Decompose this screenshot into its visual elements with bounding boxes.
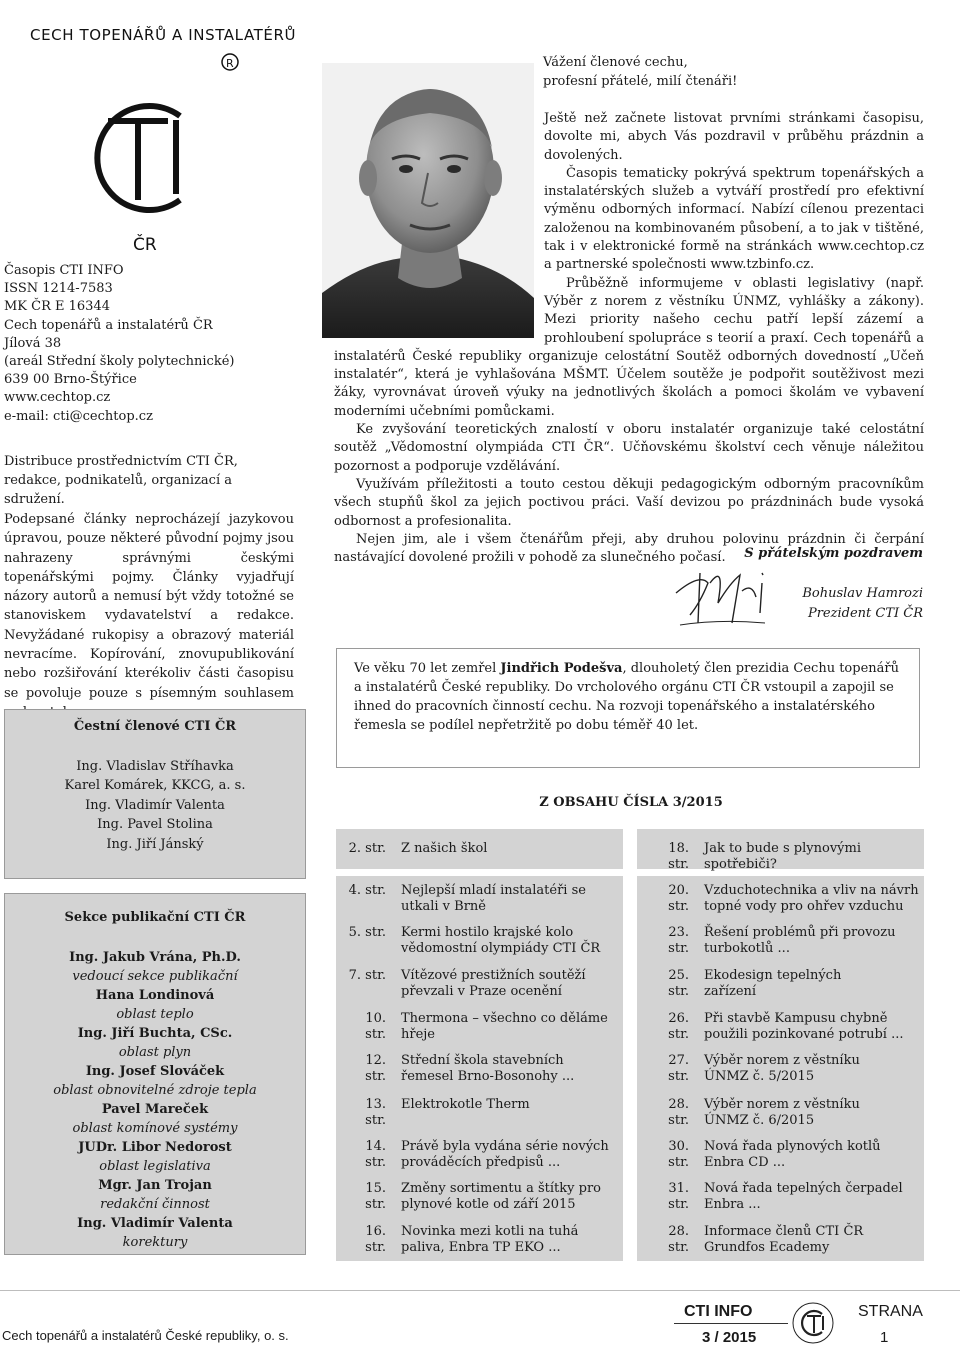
contents-page: 15. str. <box>365 1181 386 1212</box>
person-name: Ing. Jiří Buchta, CSc. <box>77 1026 233 1041</box>
honorary-member: Ing. Vladislav Stříhavka <box>76 758 234 774</box>
greeting-line-2: profesní přátelé, milí čtenáři! <box>543 74 738 89</box>
honorary-member: Ing. Jiří Jánský <box>106 836 204 852</box>
contents-page: 4. str. <box>348 883 386 898</box>
contents-title-text: Změny sortimentu a štítky pro plynové kotle od září 2015 <box>401 1181 601 1212</box>
contents-title-text: Informace členů CTI ČR Grundfos Ecademy <box>704 1224 864 1255</box>
letter-paragraph: Průběžně informujeme v oblasti legislativy (např. Výběr z norem z věstníku ÚNMZ, vyhlášky a zákony). Mezi priority našeho cechu patří lepší zázemí a prohloubení spolupráce s teorií a praxí. Cech topenářů a instalatérů České republiky organizuje celostátní Soutěž odborných dovedností „Učeň instalatér“, která je vyhlašována MŠMT. Účelem soutěže je podpořit soutěživost mezi žáky, vyrovnávat úroveň výuky na jednotlivých školách a pomoci školám ve vybavení moderními učebními pomůckami. <box>334 275 924 419</box>
honorary-member: Ing. Vladimír Valenta <box>85 797 225 813</box>
imprint-email-link[interactable]: e-mail: cti@cechtop.cz <box>4 408 153 424</box>
contents-page: 13. str. <box>365 1097 386 1128</box>
honorary-members-box <box>4 709 306 879</box>
greeting-line-1: Vážení členové cechu, <box>543 55 688 70</box>
letter-paragraph: Ještě než začnete listovat prvními stránkami časopisu, dovolte mi, abych Vás pozdravil v průběhu prázdnin a dovolených. <box>544 111 924 163</box>
contents-page: 16. str. <box>365 1224 386 1255</box>
contents-title-text: Střední škola stavebních řemesel Brno-Bosonohy ... <box>401 1053 575 1084</box>
footer-issue: 3 / 2015 <box>702 1329 757 1346</box>
contents-title-text: Thermona – všechno co děláme hřeje <box>401 1011 608 1042</box>
imprint-line: ISSN 1214-7583 <box>4 281 113 297</box>
footer-issue-divider <box>674 1323 788 1324</box>
svg-text:R: R <box>226 57 234 70</box>
obituary-box <box>336 648 920 768</box>
person-name: Ing. Vladimír Valenta <box>77 1216 233 1231</box>
signer-name: Bohuslav Hamrozi <box>802 586 923 601</box>
letter-paragraph: Časopis tematicky pokrývá spektrum topenářských a instalatérských služeb a vytváří prostředí pro efektivní výměnu odborných informací. Nabízí cílenou prezentaci založenou na kombinovaném působení, a to jak v tištěné, tak i v elektronické formě na stránkách www.cechtop.cz a partnerské společnosti www.tzbinfo.cz. <box>544 165 924 273</box>
contents-page: 27. str. <box>668 1053 689 1084</box>
person-name: Hana Londinová <box>95 988 215 1003</box>
contents-title-text: Kermi hostilo krajské kolo vědomostní olympiády CTI ČR <box>401 925 601 956</box>
logo-cr: ČR <box>133 235 157 255</box>
contents-title-text: Z našich škol <box>401 841 488 856</box>
contents-title-text: Právě byla vydána série nových prováděcích předpisů ... <box>401 1139 609 1170</box>
disclaimer: Podepsané články neprocházejí jazykovou úpravou, pouze některé původní pojmy jsou nahrazeny správnými českými topenářskými pojmy. Články vyjadřují názory autorů a nemusí být vždy totožné se stanoviskem vydavatelství a redakce. Nevyžádané rukopisy a obrazový materiál nevracíme. Kopírování, znovupublikování nebo rozšiřování kterékoliv části časopisu se povoluje pouze s písemným souhlasem <box>4 512 294 701</box>
contents-page: 23. str. <box>668 925 689 956</box>
footer-publisher: Cech topenářů a instalatérů České republiky, o. s. <box>2 1328 289 1343</box>
contents-page: 26. str. <box>668 1011 689 1042</box>
footer-magazine-name: CTI INFO <box>684 1303 753 1320</box>
person-name: JUDr. Libor Nedorost <box>78 1140 232 1155</box>
contents-page: 20. str. <box>668 883 689 914</box>
contents-page: 25. str. <box>668 968 689 999</box>
person-role: oblast teplo <box>116 1007 194 1022</box>
editorial-letter <box>334 110 924 567</box>
letter-greeting <box>543 53 933 91</box>
publication-section-title: Sekce publikační CTI ČR <box>64 910 246 925</box>
contents-page: 18. str. <box>668 841 689 872</box>
letter-paragraph: Nejen jim, ale i všem čtenářům přeji, aby druhou polovinu prázdnin či čerpání nastávající dovolené prožili v pohodě za slunečného počasí. <box>334 531 924 566</box>
contents-title-text: Vzduchotechnika a vliv na návrh topné vody pro ohřev vzduchu <box>704 883 919 914</box>
person-role: redakční činnost <box>100 1197 210 1212</box>
contents-page: 28. str. <box>668 1097 689 1128</box>
signer-title: Prezident CTI ČR <box>807 606 923 621</box>
imprint-website-link[interactable]: www.cechtop.cz <box>4 390 111 406</box>
imprint-line: MK ČR E 16344 <box>4 299 110 315</box>
contents-page: 28. str. <box>668 1224 689 1255</box>
person-name: Ing. Josef Slováček <box>85 1064 225 1079</box>
contents-page: 5. str. <box>348 925 386 940</box>
cti-logo <box>30 26 297 255</box>
honorary-member: Karel Komárek, KKCG, a. s. <box>64 778 246 793</box>
imprint-line: (areál Střední školy polytechnické) <box>4 354 235 370</box>
imprint-line: Cech topenářů a instalatérů ČR <box>4 317 213 333</box>
contents-title-text: Jak to bude s plynovými spotřebiči? <box>704 841 861 872</box>
letter-closing: S přátelským pozdravem <box>744 546 923 561</box>
contents-title-text: Ekodesign tepelných zařízení <box>704 968 842 999</box>
distribution-note: Distribuce prostřednictvím CTI ČR, redakce, podnikatelů, organizací a sdružení. <box>4 454 238 507</box>
contents-title-text: Výběr norem z věstníku ÚNMZ č. 5/2015 <box>704 1053 860 1084</box>
honorary-title: Čestní členové CTI ČR <box>73 719 237 734</box>
honorary-member: Ing. Pavel Stolina <box>97 817 213 832</box>
contents-title-text: Vítězové prestižních soutěží převzali v Praze ocenění <box>401 968 586 999</box>
person-name: Ing. Jakub Vrána, Ph.D. <box>69 950 241 965</box>
person-name: Pavel Mareček <box>101 1102 209 1117</box>
contents-page: 14. str. <box>365 1139 386 1170</box>
imprint-line: 639 00 Brno-Štýřice <box>4 372 137 388</box>
person-role: oblast komínové systémy <box>72 1121 238 1136</box>
footer-divider <box>0 1290 960 1291</box>
contents-page: 30. str. <box>668 1139 689 1170</box>
contents-title: Z OBSAHU ČÍSLA 3/2015 <box>539 795 723 810</box>
letter-paragraph: Ke zvyšování teoretických znalostí v oboru instalatér organizuje také celostátní soutěž „Vědomostní olympiáda CTI ČR“. Učňovskému školství cech věnuje náležitou pozornost a podporuje vzdělávání. <box>334 422 924 474</box>
person-name: Mgr. Jan Trojan <box>98 1178 212 1193</box>
imprint-line: Časopis CTI INFO <box>4 263 124 278</box>
person-role: oblast legislativa <box>99 1159 211 1174</box>
logo-ring-text: CECH TOPENÁŘŮ A INSTALATÉRŮ <box>30 26 297 44</box>
contents-page: 10. str. <box>365 1011 386 1042</box>
contents-title-text: Výběr norem z věstníku ÚNMZ č. 6/2015 <box>704 1097 860 1128</box>
letter-paragraph: Využívám příležitosti a touto cestou děkuji pedagogickým odborným pracovníkům všech stupňů škol za jejich poctivou práci. Vaší devizou po prázdninách bude vysoká odbornost a profesionalita. <box>334 476 924 529</box>
imprint <box>4 262 304 426</box>
contents-title-text: Řešení problémů při provozu turbokotlů ... <box>704 925 896 956</box>
footer-page-label: STRANA <box>858 1303 923 1320</box>
contents-page: 2. str. <box>348 841 386 856</box>
footer-cti-logo <box>790 1300 838 1346</box>
obituary-prefix: Ve věku 70 let zemřel <box>354 661 501 676</box>
person-role: vedoucí sekce publikační <box>72 969 238 984</box>
person-role: korektury <box>122 1235 188 1250</box>
contents-title-text: Novinka mezi kotli na tuhá paliva, Enbra TP EKO ... <box>401 1224 579 1255</box>
contents-title-text: Nová řada tepelných čerpadel Enbra ... <box>704 1181 903 1212</box>
obituary-name: Jindřich Podešva <box>500 661 623 676</box>
contents-title-text: Elektrokotle Therm <box>401 1097 530 1112</box>
person-role: oblast plyn <box>118 1045 192 1060</box>
person-role: oblast obnovitelné zdroje tepla <box>53 1083 257 1098</box>
publication-section-box <box>4 893 306 1255</box>
contents-page: 12. str. <box>365 1053 386 1084</box>
contents-page: 31. str. <box>668 1181 689 1212</box>
contents-page: 7. str. <box>348 968 386 983</box>
contents-title-text: Nejlepší mladí instalatéři se utkali v Brně <box>401 883 586 914</box>
imprint-line: Jílová 38 <box>4 335 62 351</box>
contents-title-text: Při stavbě Kampusu chybně použili pozinkované potrubí ... <box>704 1011 904 1042</box>
letter-signer <box>600 584 923 624</box>
obituary-text: , dlouholetý člen prezidia Cechu topenářů a instalatérů České republiky. Do vrcholového orgánu CTI ČR vstoupil a zapojil se ihned do pracovních činností cechu. Na rozvoji topenářského a instalatérského řemesla se podílel nepřetržitě po dobu téměř 40 let. <box>354 661 899 733</box>
footer-page-number: 1 <box>880 1329 889 1346</box>
contents-title-text: Nová řada plynových kotlů Enbra CD ... <box>704 1139 881 1170</box>
